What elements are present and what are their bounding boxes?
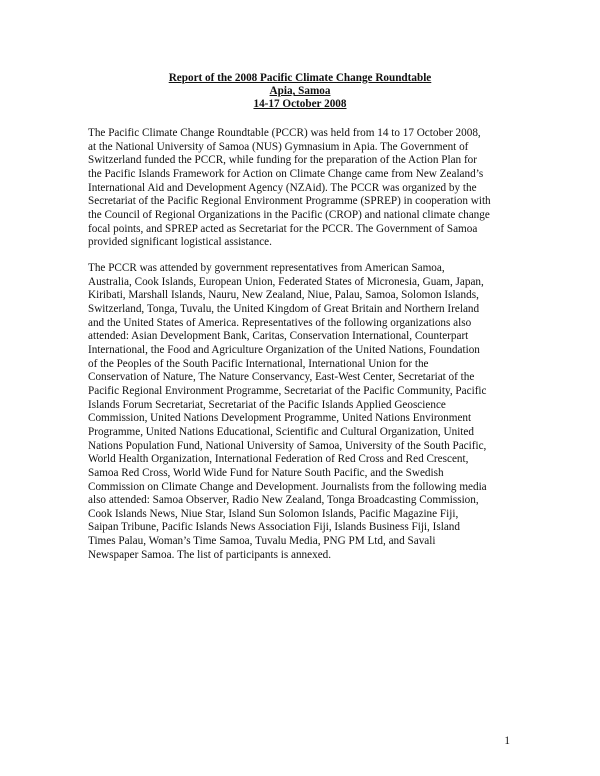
text-line: Cook Islands News, Niue Star, Island Sun Solomon Islands, Pacific Magazine Fiji, [88,507,459,520]
text-line: Newspaper Samoa. The list of participants is annexed. [88,548,332,561]
title-line-1: Report of the 2008 Pacific Climate Change Roundtable [168,72,432,84]
text-line: Commission on Climate Change and Development. Journalists from the following media [88,480,487,493]
text-line: Nations Population Fund, National University of Samoa, University of the South Pacific, [88,439,487,452]
paragraph-1 [88,127,518,250]
text-line: and the United States of America. Representatives of the following organizations also [88,316,472,329]
text-line: Islands Forum Secretariat, Secretariat of the Pacific Islands Applied Geoscience [88,398,446,411]
text-line: Switzerland, Tonga, Tuvalu, the United Kingdom of Great Britain and Northern Ireland [88,302,480,315]
text-line: Times Palau, Woman’s Time Samoa, Tuvalu Media, PNG PM Ltd, and Savali [88,535,436,548]
text-line: the Council of Regional Organizations in the Pacific (CROP) and national climate change [88,208,490,221]
text-line: at the National University of Samoa (NUS) Gymnasium in Apia. The Government of [88,140,469,153]
text-line: Programme, United Nations Educational, Scientific and Cultural Organization, United [88,425,474,438]
text-line: Pacific Regional Environment Programme, Secretariat of the Pacific Community, Pacific [88,384,487,397]
text-line: attended: Asian Development Bank, Caritas, Conservation International, Counterpart [88,330,469,343]
text-line: International, the Food and Agriculture Organization of the United Nations, Foundation [88,343,480,356]
text-line: the Pacific Islands Framework for Action on Climate Change came from New Zealand’s [88,167,484,180]
text-line: Secretariat of the Pacific Regional Environment Programme (SPREP) in cooperation with [88,195,491,208]
text-line: focal points, and SPREP acted as Secretariat for the PCCR. The Government of Samoa [88,222,478,235]
text-line: International Aid and Development Agency (NZAid). The PCCR was organized by the [88,181,477,194]
text-line: Australia, Cook Islands, European Union, Federated States of Micronesia, Guam, Japan, [88,275,484,288]
text-line: The Pacific Climate Change Roundtable (PCCR) was held from 14 to 17 October 2008, [88,127,481,139]
text-line: of the Peoples of the South Pacific International, International Union for the [88,357,429,370]
text-line: provided significant logistical assistance. [88,236,272,249]
text-line: The PCCR was attended by government representatives from American Samoa, [88,262,445,274]
text-line: World Health Organization, International Federation of Red Cross and Red Crescent, [88,453,469,466]
text-line: Kiribati, Marshall Islands, Nauru, New Zealand, Niue, Palau, Samoa, Solomon Islands, [88,289,479,302]
title-line-2: Apia, Samoa [269,85,331,98]
report-title [0,72,600,112]
text-line: Conservation of Nature, The Nature Conservancy, East-West Center, Secretariat of the [88,371,475,384]
paragraph-2 [88,262,518,562]
text-line: Saipan Tribune, Pacific Islands News Association Fiji, Islands Business Fiji, Island [88,521,460,534]
text-line: Samoa Red Cross, World Wide Fund for Nature South Pacific, and the Swedish [88,466,444,479]
text-line: Switzerland funded the PCCR, while funding for the preparation of the Action Plan for [88,154,477,167]
text-line: also attended: Samoa Observer, Radio New Zealand, Tonga Broadcasting Commission, [88,494,479,507]
text-line: Commission, United Nations Development Programme, United Nations Environment [88,412,472,425]
title-line-3: 14-17 October 2008 [253,98,347,111]
page-number: 1 [504,735,510,747]
